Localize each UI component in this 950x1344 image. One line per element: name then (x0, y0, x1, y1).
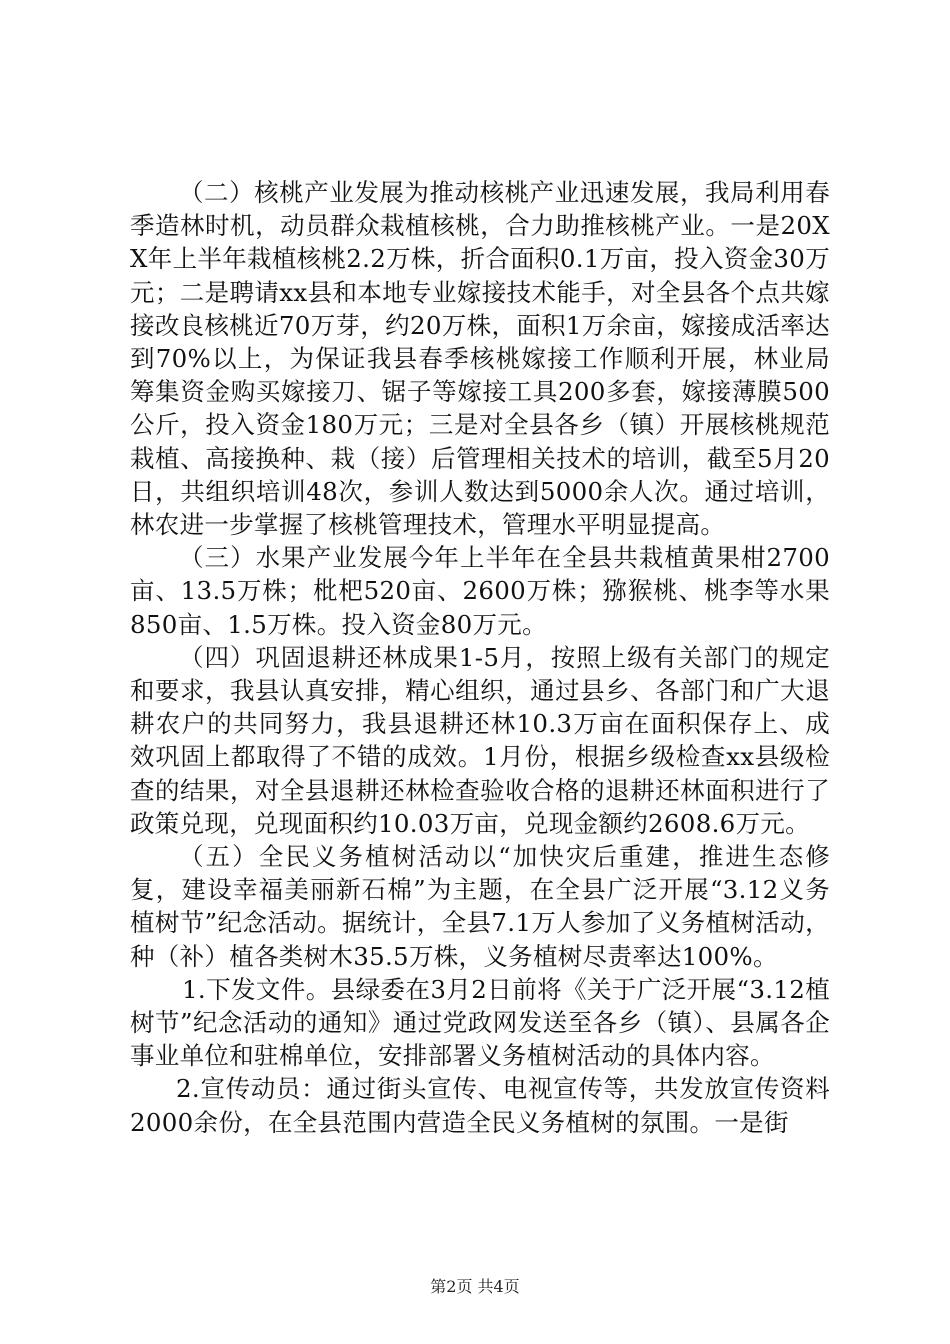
document-body (130, 176, 830, 1139)
page-footer: 第2页 共4页 (430, 1277, 520, 1296)
paragraph-issue-documents: 1.下发文件。县绿委在3月2日前将《关于广泛开展“3.12植树节”纪念活动的通知》通过党政网发送至各乡（镇）、县属各企事业单位和驻棉单位，安排部署义务植树活动的具体内容。 (130, 974, 830, 1071)
paragraph-grain-for-green: （四）巩固退耕还林成果1-5月，按照上级有关部门的规定和要求，我县认真安排，精心组织，通过县乡、各部门和广大退耕农户的共同努力，我县退耕还林10.3万亩在面积保存上、成效巩固上都取得了不错的成效。1月份，根据乡级检查xx县级检查的结果，对全县退耕还林检查验收合格的退耕还林面积进行了政策兑现，兑现面积约10.03万亩，兑现金额约2608.6万元。 (130, 642, 830, 838)
paragraph-fruit-industry: （三）水果产业发展今年上半年在全县共栽植黄果柑2700亩、13.5万株；枇杷520亩、2600万株；猕猴桃、桃李等水果850亩、1.5万株。投入资金80万元。 (130, 543, 830, 639)
paragraph-walnut-industry: （二）核桃产业发展为推动核桃产业迅速发展，我局利用春季造林时机，动员群众栽植核桃，合力助推核桃产业。一是20XX年上半年栽植核桃2.2万株，折合面积0.1万亩，投入资金30万元；二是聘请xx县和本地专业嫁接技术能手，对全县各个点共嫁接改良核桃近70万芽，约20万株，面积1万余亩，嫁接成活率达到70%以上，为保证我县春季核桃嫁接工作顺利开展，林业局筹集资金购买嫁接刀、锯子等嫁接工具200多套，嫁接薄膜500公斤，投入资金180万元；三是对全县各乡（镇）开展核桃规范栽植、高接换种、栽（接）后管理相关技术的培训，截至5月20日，共组织培训48次，参训人数达到5000余人次。通过培训，林农进一步掌握了核桃管理技术，管理水平明显提高。 (130, 178, 830, 540)
paragraph-tree-planting: （五）全民义务植树活动以“加快灾后重建，推进生态修复，建设幸福美丽新石棉”为主题，在全县广泛开展“3.12义务植树节”纪念活动。据统计，全县7.1万人参加了义务植树活动，种（补）植各类树木35.5万株，义务植树尽责率达100%。 (130, 842, 830, 971)
paragraph-publicity: 2.宣传动员：通过街头宣传、电视宣传等，共发放宣传资料2000余份，在全县范围内营造全民义务植树的氛围。一是街 (130, 1074, 830, 1137)
